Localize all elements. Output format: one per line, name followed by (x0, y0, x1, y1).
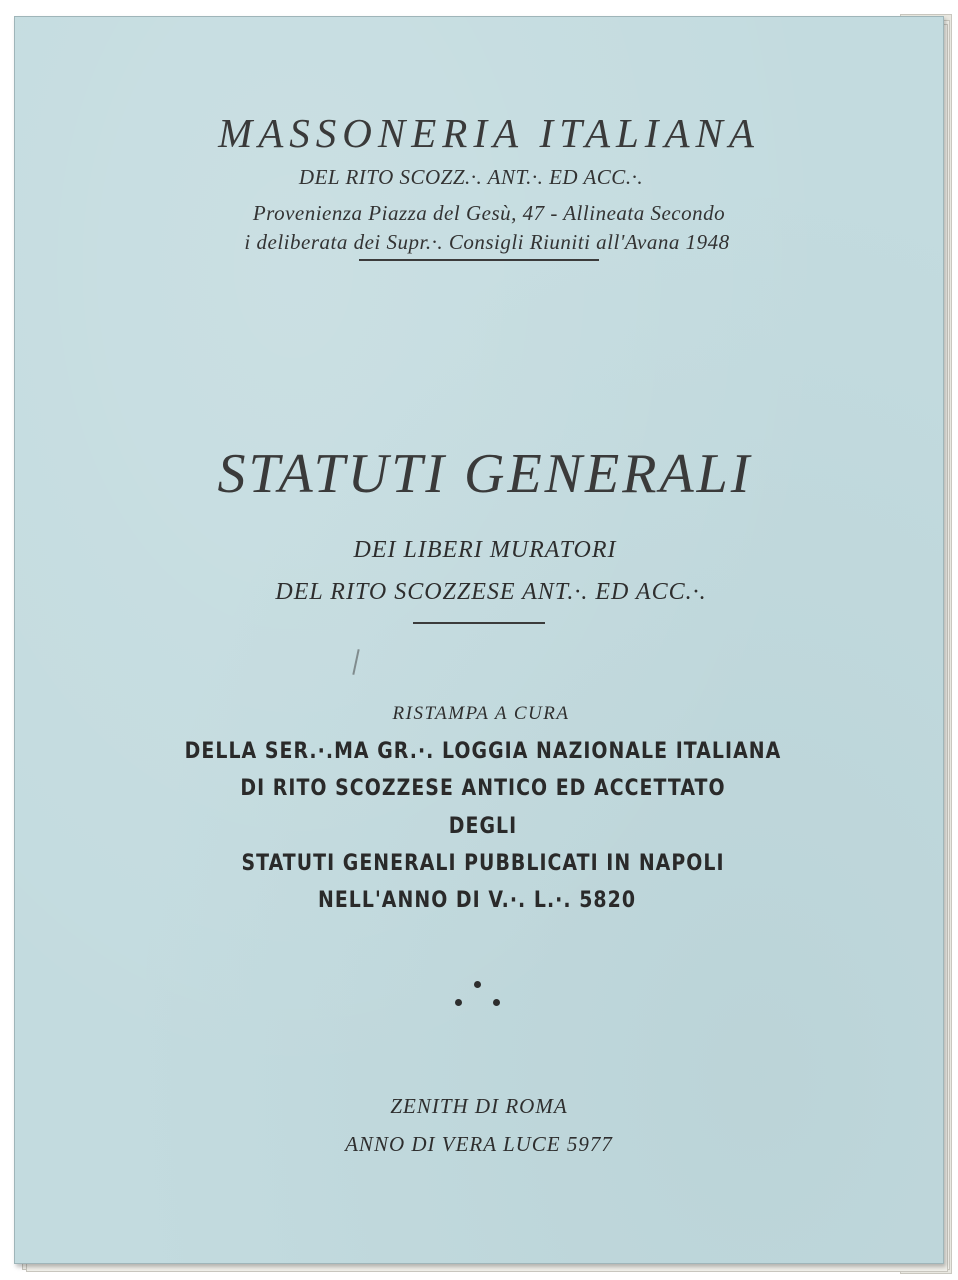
ornament-dot (474, 981, 481, 988)
main-subtitle-line: DEL RITO SCOZZESE ANT.·. ED ACC.·. (275, 579, 707, 605)
ornament-dot (455, 999, 462, 1006)
divider-rule (413, 622, 545, 624)
header-title: MASSONERIA ITALIANA (218, 110, 760, 156)
ornament-dot (493, 999, 500, 1006)
scratch-mark (352, 649, 359, 675)
footer-line: ANNO DI VERA LUCE 5977 (345, 1132, 613, 1156)
header-subtitle-line: i deliberata dei Supr.·. Consigli Riuniti all'Avana 1948 (244, 230, 730, 254)
reprint-line: STATUTI GENERALI PUBBLICATI IN NAPOLI (241, 851, 725, 876)
divider-rule (359, 259, 599, 261)
reprint-line: DEGLI (448, 814, 518, 839)
header-subtitle-line: DEL RITO SCOZZ.·. ANT.·. ED ACC.·. (298, 165, 644, 189)
reprint-line: NELL'ANNO DI V.·. L.·. 5820 (317, 888, 637, 913)
main-title: STATUTI GENERALI (217, 443, 753, 505)
book-cover (14, 16, 944, 1264)
header-subtitle-line: Provenienza Piazza del Gesù, 47 - Allineata Secondo (252, 201, 726, 225)
reprint-line: DELLA SER.·.MA GR.·. LOGGIA NAZIONALE ITALIANA (184, 739, 782, 764)
three-dots-ornament-icon (453, 977, 503, 1017)
reprint-intro: RISTAMPA A CURA (392, 703, 570, 724)
footer-line: ZENITH DI ROMA (390, 1094, 568, 1118)
main-subtitle-line: DEI LIBERI MURATORI (353, 537, 617, 563)
reprint-line: DI RITO SCOZZESE ANTICO ED ACCETTATO (240, 776, 726, 801)
